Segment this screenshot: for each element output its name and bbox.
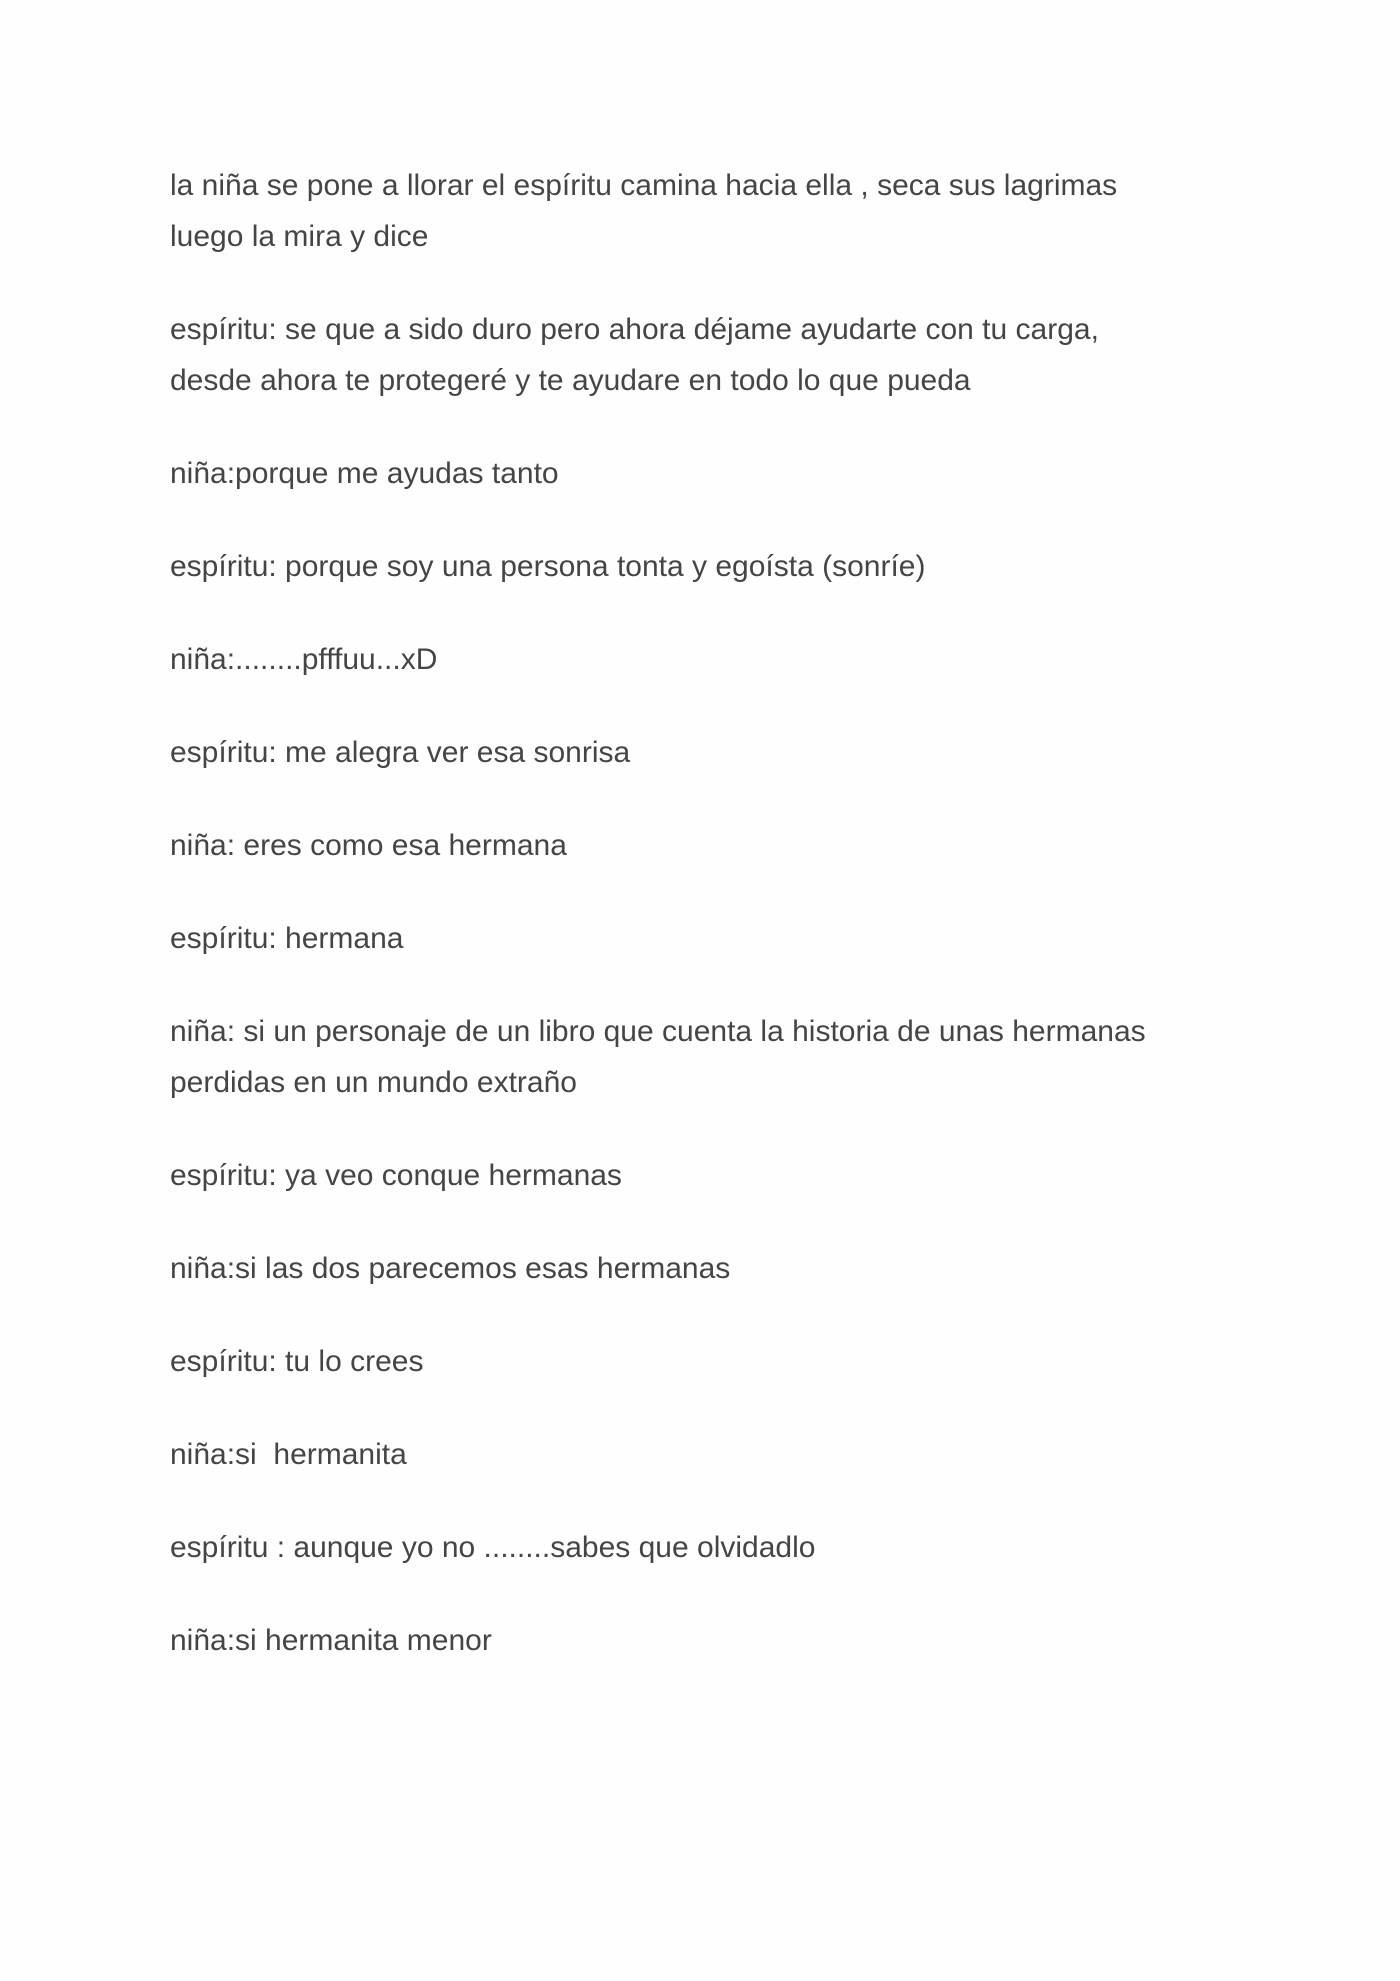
document-body [170,160,1270,1708]
dialogue-line: niña: si un personaje de un libro que cuenta la historia de unas hermanas perdidas en un mundo extraño [170,1015,1146,1099]
dialogue-line: espíritu: ya veo conque hermanas [170,1159,622,1192]
dialogue-line: niña:si hermanita menor [170,1624,492,1657]
dialogue-line: espíritu: se que a sido duro pero ahora déjame ayudarte con tu carga, desde ahora te protegeré y te ayudare en todo lo que pueda [170,313,1099,397]
dialogue-line: niña:si las dos parecemos esas hermanas [170,1252,731,1285]
dialogue-line: niña:porque me ayudas tanto [170,457,559,490]
dialogue-line: espíritu: hermana [170,922,404,955]
dialogue-line: espíritu: me alegra ver esa sonrisa [170,736,631,769]
dialogue-line: espíritu: porque soy una persona tonta y egoísta (sonríe) [170,550,926,583]
dialogue-line: niña:........pfffuu...xD [170,643,438,676]
dialogue-line: niña: eres como esa hermana [170,829,567,862]
dialogue-line: espíritu: tu lo crees [170,1345,424,1378]
dialogue-line: espíritu : aunque yo no ........sabes que olvidadlo [170,1531,816,1564]
dialogue-line: niña:si hermanita [170,1438,407,1471]
narration-paragraph: la niña se pone a llorar el espíritu camina hacia ella , seca sus lagrimas luego la mira y dice [170,169,1118,253]
